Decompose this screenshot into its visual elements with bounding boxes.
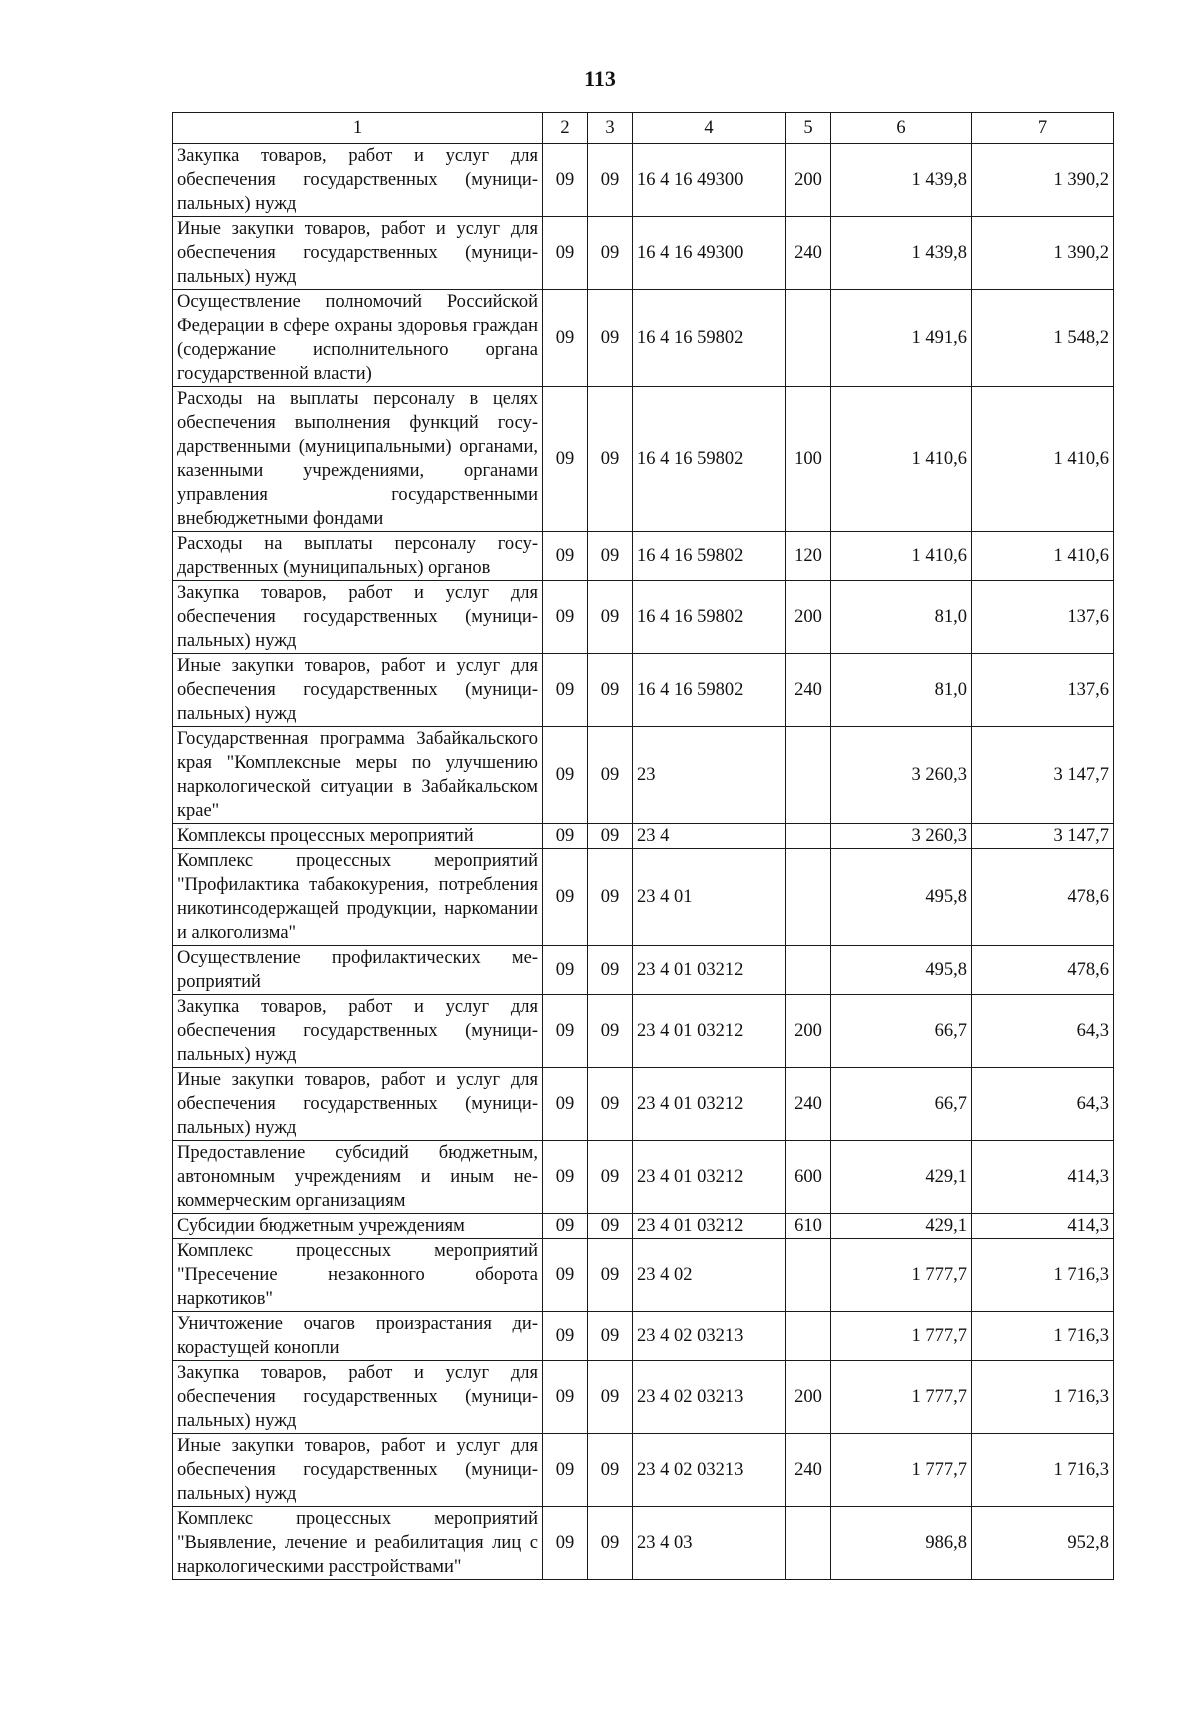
budget-table	[172, 112, 1114, 1580]
row-expense-type: 240	[786, 1434, 831, 1507]
row-expense-type	[786, 849, 831, 946]
row-expense-type: 200	[786, 144, 831, 217]
row-amount-year-1: 81,0	[831, 581, 972, 654]
row-target-article: 23 4	[633, 824, 786, 849]
row-name: Закупка товаров, работ и услуг для обеспечения государственных (муниципальных) нужд	[173, 995, 543, 1068]
row-section-code: 09	[543, 849, 588, 946]
row-name: Иные закупки товаров, работ и услуг для обеспечения государственных (муниципальных) нужд	[173, 654, 543, 727]
row-section-code: 09	[543, 290, 588, 387]
row-name: Осуществление полномочий Российской Федерации в сфере охраны здоровья граждан (содержание исполнительного органа государственной власти)	[173, 290, 543, 387]
row-expense-type: 100	[786, 387, 831, 532]
row-section-code: 09	[543, 727, 588, 824]
row-amount-year-1: 1 777,7	[831, 1361, 972, 1434]
header-row	[173, 113, 1114, 144]
row-name: Уничтожение очагов произрастания дикорастущей конопли	[173, 1312, 543, 1361]
row-subsection-code: 09	[588, 532, 633, 581]
row-section-code: 09	[543, 1434, 588, 1507]
row-amount-year-2: 1 716,3	[972, 1312, 1114, 1361]
row-expense-type: 610	[786, 1214, 831, 1239]
row-name: Закупка товаров, работ и услуг для обеспечения государственных (муниципальных) нужд	[173, 144, 543, 217]
row-name: Государственная программа Забайкальского края "Комплексные меры по улучшению наркологической ситуации в Забайкальском крае"	[173, 727, 543, 824]
row-expense-type: 200	[786, 581, 831, 654]
table-row	[173, 824, 1114, 849]
row-expense-type	[786, 727, 831, 824]
row-amount-year-2: 952,8	[972, 1507, 1114, 1580]
row-amount-year-1: 81,0	[831, 654, 972, 727]
row-subsection-code: 09	[588, 1507, 633, 1580]
row-expense-type: 120	[786, 532, 831, 581]
row-target-article: 23 4 01 03212	[633, 1214, 786, 1239]
row-amount-year-2: 478,6	[972, 946, 1114, 995]
row-amount-year-2: 414,3	[972, 1214, 1114, 1239]
table-row	[173, 1068, 1114, 1141]
table-row	[173, 1141, 1114, 1214]
row-target-article: 23 4 02	[633, 1239, 786, 1312]
row-subsection-code: 09	[588, 946, 633, 995]
row-name: Расходы на выплаты персоналу государственных (муниципальных) органов	[173, 532, 543, 581]
row-amount-year-2: 3 147,7	[972, 727, 1114, 824]
column-header-3: 3	[588, 113, 633, 144]
table-row	[173, 1434, 1114, 1507]
row-subsection-code: 09	[588, 1068, 633, 1141]
row-amount-year-2: 1 390,2	[972, 144, 1114, 217]
row-expense-type	[786, 1507, 831, 1580]
table-row	[173, 1312, 1114, 1361]
row-subsection-code: 09	[588, 144, 633, 217]
table-row	[173, 654, 1114, 727]
table-row	[173, 144, 1114, 217]
row-section-code: 09	[543, 1141, 588, 1214]
row-amount-year-1: 1 410,6	[831, 387, 972, 532]
row-subsection-code: 09	[588, 654, 633, 727]
row-name: Осуществление профилактических мероприятий	[173, 946, 543, 995]
row-expense-type	[786, 1239, 831, 1312]
row-expense-type: 240	[786, 217, 831, 290]
row-target-article: 23 4 01 03212	[633, 1068, 786, 1141]
row-amount-year-2: 1 410,6	[972, 532, 1114, 581]
row-subsection-code: 09	[588, 849, 633, 946]
row-amount-year-2: 414,3	[972, 1141, 1114, 1214]
row-section-code: 09	[543, 387, 588, 532]
row-name: Закупка товаров, работ и услуг для обеспечения государственных (муниципальных) нужд	[173, 1361, 543, 1434]
table-row	[173, 727, 1114, 824]
row-subsection-code: 09	[588, 727, 633, 824]
row-amount-year-2: 64,3	[972, 995, 1114, 1068]
table-body	[173, 144, 1114, 1580]
row-target-article: 16 4 16 59802	[633, 290, 786, 387]
row-amount-year-1: 495,8	[831, 946, 972, 995]
row-section-code: 09	[543, 1214, 588, 1239]
table-row	[173, 387, 1114, 532]
row-amount-year-2: 137,6	[972, 654, 1114, 727]
row-name: Иные закупки товаров, работ и услуг для обеспечения государственных (муниципальных) нужд	[173, 1068, 543, 1141]
row-target-article: 23 4 03	[633, 1507, 786, 1580]
row-section-code: 09	[543, 654, 588, 727]
row-amount-year-1: 66,7	[831, 1068, 972, 1141]
row-name: Предоставление субсидий бюджетным, автономным учреждениям и иным некоммерческим организациям	[173, 1141, 543, 1214]
row-target-article: 16 4 16 59802	[633, 532, 786, 581]
column-header-5: 5	[786, 113, 831, 144]
row-expense-type: 200	[786, 995, 831, 1068]
row-amount-year-1: 1 777,7	[831, 1312, 972, 1361]
row-amount-year-2: 1 716,3	[972, 1361, 1114, 1434]
table-row	[173, 849, 1114, 946]
row-name: Комплекс процессных мероприятий "Выявление, лечение и реабилитация лиц с наркологическими расстройствами"	[173, 1507, 543, 1580]
row-section-code: 09	[543, 824, 588, 849]
row-target-article: 23 4 01	[633, 849, 786, 946]
row-amount-year-1: 1 491,6	[831, 290, 972, 387]
row-subsection-code: 09	[588, 387, 633, 532]
row-target-article: 23	[633, 727, 786, 824]
table-row	[173, 1361, 1114, 1434]
row-target-article: 16 4 16 49300	[633, 217, 786, 290]
row-subsection-code: 09	[588, 581, 633, 654]
row-amount-year-1: 429,1	[831, 1141, 972, 1214]
table-row	[173, 995, 1114, 1068]
row-subsection-code: 09	[588, 1312, 633, 1361]
row-amount-year-2: 137,6	[972, 581, 1114, 654]
row-expense-type	[786, 946, 831, 995]
column-header-4: 4	[633, 113, 786, 144]
row-section-code: 09	[543, 1361, 588, 1434]
row-subsection-code: 09	[588, 995, 633, 1068]
row-amount-year-1: 429,1	[831, 1214, 972, 1239]
row-amount-year-2: 64,3	[972, 1068, 1114, 1141]
table-row	[173, 581, 1114, 654]
row-target-article: 16 4 16 59802	[633, 581, 786, 654]
row-target-article: 16 4 16 49300	[633, 144, 786, 217]
column-header-7: 7	[972, 113, 1114, 144]
row-amount-year-1: 1 777,7	[831, 1239, 972, 1312]
column-header-1: 1	[173, 113, 543, 144]
row-name: Комплекс процессных мероприятий "Пресечение незаконного оборота наркотиков"	[173, 1239, 543, 1312]
row-amount-year-2: 1 548,2	[972, 290, 1114, 387]
row-amount-year-1: 986,8	[831, 1507, 972, 1580]
row-expense-type	[786, 824, 831, 849]
row-subsection-code: 09	[588, 1239, 633, 1312]
table-header	[173, 113, 1114, 144]
row-amount-year-1: 1 439,8	[831, 217, 972, 290]
row-section-code: 09	[543, 1312, 588, 1361]
column-header-2: 2	[543, 113, 588, 144]
row-target-article: 16 4 16 59802	[633, 654, 786, 727]
row-target-article: 23 4 01 03212	[633, 1141, 786, 1214]
row-subsection-code: 09	[588, 290, 633, 387]
row-expense-type	[786, 1312, 831, 1361]
row-section-code: 09	[543, 144, 588, 217]
row-subsection-code: 09	[588, 824, 633, 849]
row-name: Субсидии бюджетным учреждениям	[173, 1214, 543, 1239]
row-section-code: 09	[543, 581, 588, 654]
row-amount-year-1: 1 410,6	[831, 532, 972, 581]
table-row	[173, 217, 1114, 290]
row-section-code: 09	[543, 946, 588, 995]
row-section-code: 09	[543, 1068, 588, 1141]
row-name: Иные закупки товаров, работ и услуг для обеспечения государственных (муниципальных) нужд	[173, 1434, 543, 1507]
table-row	[173, 946, 1114, 995]
column-header-6: 6	[831, 113, 972, 144]
row-target-article: 23 4 02 03213	[633, 1361, 786, 1434]
row-amount-year-2: 1 716,3	[972, 1239, 1114, 1312]
row-name: Расходы на выплаты персоналу в целях обеспечения выполнения функций государственными (муниципальными) органами, казенными учреждениями, органами управления государственными внебюджетными фондами	[173, 387, 543, 532]
row-name: Комплекс процессных мероприятий "Профилактика табакокурения, потребления никотинсодержащей продукции, наркомании и алкоголизма"	[173, 849, 543, 946]
row-expense-type	[786, 290, 831, 387]
table-row	[173, 290, 1114, 387]
row-expense-type: 600	[786, 1141, 831, 1214]
row-section-code: 09	[543, 995, 588, 1068]
row-section-code: 09	[543, 1507, 588, 1580]
row-amount-year-1: 495,8	[831, 849, 972, 946]
row-name: Иные закупки товаров, работ и услуг для обеспечения государственных (муниципальных) нужд	[173, 217, 543, 290]
row-amount-year-1: 3 260,3	[831, 727, 972, 824]
table-row	[173, 1239, 1114, 1312]
table-row	[173, 532, 1114, 581]
row-expense-type: 240	[786, 1068, 831, 1141]
row-subsection-code: 09	[588, 1361, 633, 1434]
row-amount-year-1: 1 439,8	[831, 144, 972, 217]
row-section-code: 09	[543, 1239, 588, 1312]
row-target-article: 23 4 02 03213	[633, 1312, 786, 1361]
row-target-article: 23 4 01 03212	[633, 995, 786, 1068]
table-row	[173, 1214, 1114, 1239]
row-target-article: 23 4 01 03212	[633, 946, 786, 995]
row-target-article: 16 4 16 59802	[633, 387, 786, 532]
page-number: 113	[584, 66, 616, 91]
row-subsection-code: 09	[588, 217, 633, 290]
row-amount-year-2: 1 390,2	[972, 217, 1114, 290]
row-expense-type: 240	[786, 654, 831, 727]
row-amount-year-1: 66,7	[831, 995, 972, 1068]
row-section-code: 09	[543, 217, 588, 290]
row-name: Комплексы процессных мероприятий	[173, 824, 543, 849]
row-target-article: 23 4 02 03213	[633, 1434, 786, 1507]
row-amount-year-2: 3 147,7	[972, 824, 1114, 849]
row-subsection-code: 09	[588, 1434, 633, 1507]
row-amount-year-2: 1 410,6	[972, 387, 1114, 532]
row-section-code: 09	[543, 532, 588, 581]
row-amount-year-1: 1 777,7	[831, 1434, 972, 1507]
row-amount-year-1: 3 260,3	[831, 824, 972, 849]
row-subsection-code: 09	[588, 1214, 633, 1239]
row-amount-year-2: 478,6	[972, 849, 1114, 946]
row-amount-year-2: 1 716,3	[972, 1434, 1114, 1507]
row-subsection-code: 09	[588, 1141, 633, 1214]
table-row	[173, 1507, 1114, 1580]
row-expense-type: 200	[786, 1361, 831, 1434]
row-name: Закупка товаров, работ и услуг для обеспечения государственных (муниципальных) нужд	[173, 581, 543, 654]
